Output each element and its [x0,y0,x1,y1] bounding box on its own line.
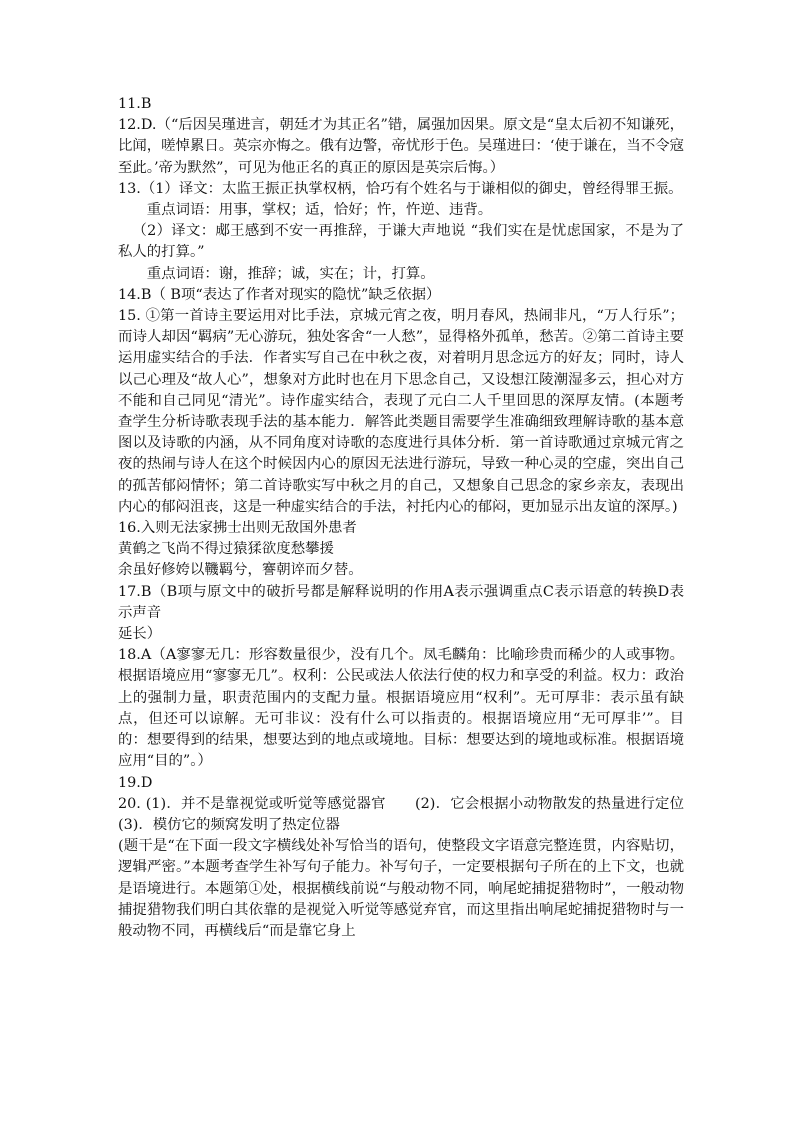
answer-17: 17.B（B项与原文中的破折号都是解释说明的作用A表示强调重点C表示语意的转换D表示声音 [118,583,684,621]
answer-19: 19.D [118,774,153,791]
answer-18: 18.A（A寥寥无几：形容数量很少，没有几个。凤毛麟角：比喻珍贵而稀少的人或事物。根据语境应用“寥寥无几”。权利：公民或法人依法行使的权力和享受的利益。权力：政治上的强制力量，职责范围内的支配力量。根据语境应用“权利”。无可厚非：表示虽有缺点，但还可以谅解。无可非议：没有什么可以指责的。根据语境应用“无可厚非’”。目的：想要得到的结果，想要达到的地点或境地。目标：想要达到的境地或标准。根据语境应用“目的”。） [118,647,684,770]
answer-document [118,94,713,942]
answer-12: 12.D.（“后因吴瑾进言，朝廷才为其正名”错，属强加因果。原文是“皇太后初不知谦死，比闻，嗟悼累日。英宗亦悔之。俄有边警，帝忧形于色。吴瑾进曰：‘使于谦在，当不令寇至此。’帝为默然”，可见为他正名的真正的原因是英宗后悔。） [118,117,684,176]
answer-20-explanation: (题干是“在下面一段文字横线处补写恰当的语句，使整段文字语意完整连贯，内容贴切，逻辑严密。”本题考查学生补写句子能力。补写句子，一定要根据句子所在的上下文，也就是语境进行。本题第①处，根据横线前说“与般动物不同，响尾蛇捕捉猎物时”，一般动物捕捉猎物我们明白其依靠的是视觉入听觉等感觉弃官，而这里指出响尾蛇捕捉猎物时与一般动物不同，再横线后“而是靠它身上 [118,838,684,939]
answer-15: 15. ①第一首诗主要运用对比手法，京城元宵之夜，明月春风，热闹非凡，“万人行乐”；而诗人却因“羁病”无心游玩，独处客舍“一人愁”，显得格外孤单，愁苦。②第二首诗主要运用虚实结合的手法．作者实写自己在中秋之夜，对着明月思念远方的好友；同时，诗人以己心理及“故人心”，想象对方此时也在月下思念自己，又设想江陵潮湿多云，担心对方不能和自己同见“清光”。诗作虚实结合，表现了元白二人千里回思的深厚友情。(本题考查学生分析诗歌表现手法的基本能力．解答此类题目需要学生准确细致理解诗歌的基本意图以及诗歌的内涵，从不同角度对诗歌的态度进行具体分析．第一首诗歌通过京城元宵之夜的热闹与诗人在这个时候因内心的原因无法进行游玩，导致一种心灵的空虚，突出自己的孤苦郁闷情怀；第二首诗歌实写中秋之月的自己，又想象自己思念的家乡亲友，表现出内心的郁闷沮丧，这是一种虚实结合的手法，衬托内心的郁闷，更加显示出友谊的深厚。) [118,308,684,515]
answer-17-continued: 延长） [118,626,162,643]
answer-13-2: （2）译文：郕王感到不安一再推辞，于谦大声地说 “我们实在是忧虑国家，不是为了私人的打算。” [118,223,684,261]
answer-13-1-keywords: 重点词语：用事，掌权；适，恰好；忤，忤逆、违背。 [146,202,493,219]
answer-20: 20. (1)．并不是靠视觉或听觉等感觉器官 (2)．它会根据小动物散发的热量进行定位 (3)．模仿它的频窝发明了热定位器 [118,795,713,833]
answer-16-line-1: 16.入则无法家拂士出则无敌国外患者 [118,520,357,537]
answer-11: 11.B [118,96,152,112]
answer-13-1: 13.（1）译文：太监王振正执掌权柄，恰巧有个姓名与于谦相似的御史，曾经得罪王振。 [118,180,683,197]
answer-13-2-keywords: 重点词语：谢，推辞；诚，实在；计，打算。 [146,265,435,282]
answer-14: 14.B（ B项“表达了作者对现实的隐忧”缺乏依据） [118,286,441,303]
answer-16-line-2: 黄鹤之飞尚不得过猿猱欲度愁攀援 [118,541,334,558]
answer-16-line-3: 余虽好修姱以鞿羁兮，謇朝谇而夕替。 [118,562,363,579]
